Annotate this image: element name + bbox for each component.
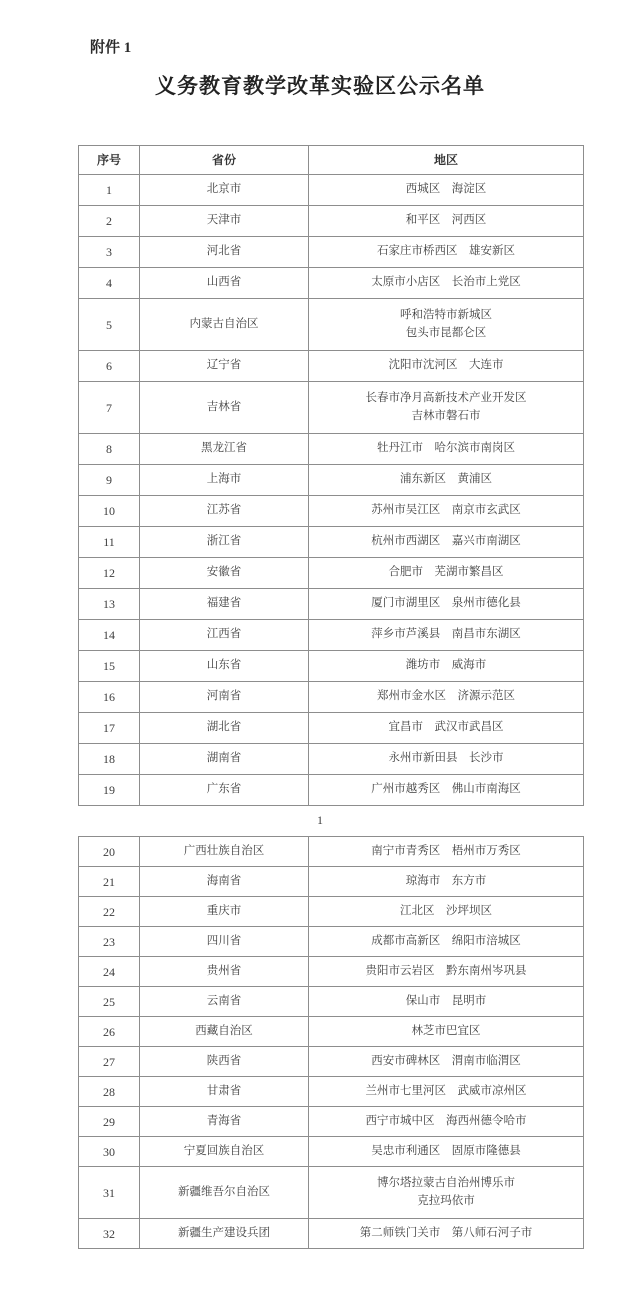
- province-cell: 安徽省: [140, 558, 309, 589]
- province-cell: 河北省: [140, 237, 309, 268]
- region-cell: [309, 897, 584, 927]
- region-line: 保山市 昆明市: [405, 994, 487, 1007]
- region-line: 广州市越秀区 佛山市南海区: [371, 783, 521, 796]
- region-cell: [309, 867, 584, 897]
- table-row: [79, 206, 584, 237]
- province-cell: 湖北省: [140, 713, 309, 744]
- region-line: 吴忠市利通区 固原市隆德县: [371, 1144, 521, 1157]
- table-row: [79, 1137, 584, 1167]
- table-row: [79, 382, 584, 434]
- province-cell: 黑龙江省: [140, 434, 309, 465]
- row-number-cell: 9: [79, 465, 140, 496]
- table-row: [79, 1219, 584, 1249]
- table-row: [79, 1077, 584, 1107]
- region-cell: [309, 268, 584, 299]
- region-line: 第二师铁门关市 第八师石河子市: [359, 1226, 533, 1239]
- experimental-zones-table-page1: [78, 145, 584, 806]
- region-line: 琼海市 东方市: [405, 874, 487, 887]
- region-line: 潍坊市 威海市: [405, 659, 487, 672]
- province-cell: 广东省: [140, 775, 309, 806]
- region-cell: [309, 1017, 584, 1047]
- region-line: 苏州市吴江区 南京市玄武区: [371, 504, 521, 517]
- row-number-cell: 25: [79, 987, 140, 1017]
- region-cell: [309, 987, 584, 1017]
- row-number-cell: 32: [79, 1219, 140, 1249]
- region-line: 克拉玛依市: [417, 1194, 475, 1207]
- region-line: 贵阳市云岩区 黔东南州岑巩县: [365, 964, 527, 977]
- table-row: [79, 744, 584, 775]
- table-body-page2: [79, 837, 584, 1249]
- region-cell: [309, 927, 584, 957]
- table-row: [79, 527, 584, 558]
- row-number-cell: 31: [79, 1167, 140, 1219]
- region-cell: [309, 496, 584, 527]
- region-cell: [309, 1137, 584, 1167]
- region-cell: [309, 837, 584, 867]
- column-header-region: 地区: [309, 146, 584, 175]
- column-header-province: 省份: [140, 146, 309, 175]
- row-number-cell: 13: [79, 589, 140, 620]
- region-cell: [309, 558, 584, 589]
- region-line: 和平区 河西区: [405, 214, 487, 227]
- experimental-zones-table-page2: [78, 836, 584, 1249]
- region-cell: [309, 744, 584, 775]
- row-number-cell: 20: [79, 837, 140, 867]
- table-row: [79, 651, 584, 682]
- table-row: [79, 775, 584, 806]
- region-line: 呼和浩特市新城区: [400, 309, 492, 322]
- row-number-cell: 17: [79, 713, 140, 744]
- region-cell: [309, 1219, 584, 1249]
- region-cell: [309, 1167, 584, 1219]
- region-cell: [309, 682, 584, 713]
- row-number-cell: 21: [79, 867, 140, 897]
- region-line: 博尔塔拉蒙古自治州博乐市: [377, 1177, 515, 1190]
- region-cell: [309, 175, 584, 206]
- province-cell: 山东省: [140, 651, 309, 682]
- province-cell: 新疆生产建设兵团: [140, 1219, 309, 1249]
- row-number-cell: 29: [79, 1107, 140, 1137]
- table-header-row: [79, 146, 584, 175]
- region-line: 厦门市湖里区 泉州市德化县: [371, 597, 521, 610]
- table-row: [79, 682, 584, 713]
- province-cell: 辽宁省: [140, 351, 309, 382]
- row-number-cell: 2: [79, 206, 140, 237]
- table-row: [79, 927, 584, 957]
- table-row: [79, 175, 584, 206]
- province-cell: 四川省: [140, 927, 309, 957]
- table-row: [79, 558, 584, 589]
- page-number: 1: [317, 813, 323, 827]
- table-row: [79, 1017, 584, 1047]
- row-number-cell: 1: [79, 175, 140, 206]
- row-number-cell: 26: [79, 1017, 140, 1047]
- province-cell: 浙江省: [140, 527, 309, 558]
- row-number-cell: 30: [79, 1137, 140, 1167]
- row-number-cell: 5: [79, 299, 140, 351]
- table-row: [79, 1047, 584, 1077]
- table-row: [79, 713, 584, 744]
- province-cell: 陕西省: [140, 1047, 309, 1077]
- region-cell: [309, 775, 584, 806]
- province-cell: 甘肃省: [140, 1077, 309, 1107]
- region-line: 包头市昆都仑区: [405, 326, 487, 339]
- province-cell: 吉林省: [140, 382, 309, 434]
- region-line: 郑州市金水区 济源示范区: [377, 690, 515, 703]
- region-line: 南宁市青秀区 梧州市万秀区: [371, 844, 521, 857]
- table-row: [79, 867, 584, 897]
- region-cell: [309, 299, 584, 351]
- row-number-cell: 3: [79, 237, 140, 268]
- region-cell: [309, 957, 584, 987]
- region-line: 长春市净月高新技术产业开发区: [365, 392, 527, 405]
- region-line: 合肥市 芜湖市繁昌区: [388, 566, 504, 579]
- province-cell: 青海省: [140, 1107, 309, 1137]
- row-number-cell: 19: [79, 775, 140, 806]
- table-row: [79, 1167, 584, 1219]
- table-row: [79, 434, 584, 465]
- region-line: 沈阳市沈河区 大连市: [388, 359, 504, 372]
- table-row: [79, 496, 584, 527]
- province-cell: 海南省: [140, 867, 309, 897]
- row-number-cell: 12: [79, 558, 140, 589]
- region-cell: [309, 713, 584, 744]
- province-cell: 河南省: [140, 682, 309, 713]
- province-cell: 北京市: [140, 175, 309, 206]
- region-line: 林芝市巴宜区: [411, 1024, 481, 1037]
- region-line: 石家庄市桥西区 雄安新区: [377, 245, 515, 258]
- province-cell: 云南省: [140, 987, 309, 1017]
- row-number-cell: 27: [79, 1047, 140, 1077]
- province-cell: 新疆维吾尔自治区: [140, 1167, 309, 1219]
- region-line: 杭州市西湖区 嘉兴市南湖区: [371, 535, 521, 548]
- province-cell: 福建省: [140, 589, 309, 620]
- row-number-cell: 11: [79, 527, 140, 558]
- row-number-cell: 28: [79, 1077, 140, 1107]
- region-line: 西宁市城中区 海西州德令哈市: [365, 1114, 527, 1127]
- region-line: 江北区 沙坪坝区: [400, 904, 492, 917]
- table-row: [79, 465, 584, 496]
- region-cell: [309, 382, 584, 434]
- region-line: 太原市小店区 长治市上党区: [371, 276, 521, 289]
- province-cell: 山西省: [140, 268, 309, 299]
- row-number-cell: 23: [79, 927, 140, 957]
- region-cell: [309, 237, 584, 268]
- table-row: [79, 268, 584, 299]
- page-title: 义务教育教学改革实验区公示名单: [155, 74, 485, 98]
- table-row: [79, 897, 584, 927]
- region-cell: [309, 651, 584, 682]
- row-number-cell: 22: [79, 897, 140, 927]
- region-line: 牡丹江市 哈尔滨市南岗区: [377, 442, 515, 455]
- table-row: [79, 351, 584, 382]
- province-cell: 西藏自治区: [140, 1017, 309, 1047]
- row-number-cell: 8: [79, 434, 140, 465]
- table-row: [79, 589, 584, 620]
- province-cell: 重庆市: [140, 897, 309, 927]
- region-line: 宜昌市 武汉市武昌区: [388, 721, 504, 734]
- row-number-cell: 7: [79, 382, 140, 434]
- province-cell: 江西省: [140, 620, 309, 651]
- province-cell: 湖南省: [140, 744, 309, 775]
- table-row: [79, 837, 584, 867]
- region-line: 萍乡市芦溪县 南昌市东湖区: [371, 628, 521, 641]
- row-number-cell: 15: [79, 651, 140, 682]
- row-number-cell: 18: [79, 744, 140, 775]
- region-cell: [309, 206, 584, 237]
- region-cell: [309, 527, 584, 558]
- row-number-cell: 24: [79, 957, 140, 987]
- table-row: [79, 299, 584, 351]
- table-row: [79, 620, 584, 651]
- region-line: 浦东新区 黄浦区: [400, 473, 492, 486]
- region-line: 吉林市磐石市: [411, 409, 481, 422]
- row-number-cell: 16: [79, 682, 140, 713]
- row-number-cell: 14: [79, 620, 140, 651]
- row-number-cell: 4: [79, 268, 140, 299]
- province-cell: 上海市: [140, 465, 309, 496]
- province-cell: 宁夏回族自治区: [140, 1137, 309, 1167]
- region-cell: [309, 589, 584, 620]
- province-cell: 广西壮族自治区: [140, 837, 309, 867]
- region-line: 永州市新田县 长沙市: [388, 752, 504, 765]
- province-cell: 天津市: [140, 206, 309, 237]
- table-row: [79, 237, 584, 268]
- region-cell: [309, 1047, 584, 1077]
- region-line: 西安市碑林区 渭南市临渭区: [371, 1054, 521, 1067]
- column-header-no: 序号: [79, 146, 140, 175]
- row-number-cell: 10: [79, 496, 140, 527]
- table-body-page1: [79, 175, 584, 806]
- region-cell: [309, 620, 584, 651]
- province-cell: 内蒙古自治区: [140, 299, 309, 351]
- region-cell: [309, 1077, 584, 1107]
- region-cell: [309, 1107, 584, 1137]
- region-line: 成都市高新区 绵阳市涪城区: [371, 934, 521, 947]
- row-number-cell: 6: [79, 351, 140, 382]
- region-line: 兰州市七里河区 武威市凉州区: [365, 1084, 527, 1097]
- province-cell: 江苏省: [140, 496, 309, 527]
- table-row: [79, 1107, 584, 1137]
- table-row: [79, 987, 584, 1017]
- region-cell: [309, 351, 584, 382]
- region-cell: [309, 465, 584, 496]
- attachment-label: 附件 1: [90, 40, 132, 56]
- region-line: 西城区 海淀区: [405, 183, 487, 196]
- table-row: [79, 957, 584, 987]
- province-cell: 贵州省: [140, 957, 309, 987]
- region-cell: [309, 434, 584, 465]
